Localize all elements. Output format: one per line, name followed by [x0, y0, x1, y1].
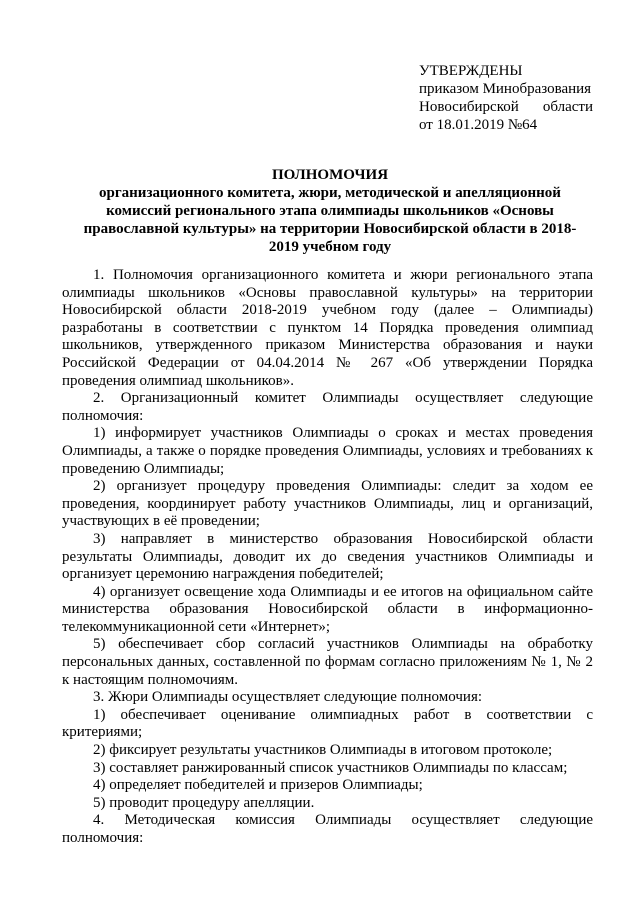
- document-body: [62, 267, 593, 848]
- paragraph-2-item-2: 2) организует процедуру проведения Олимпиады: следит за ходом ее проведения, координирует работу участников Олимпиады, лиц и организаций, участвующих в её проведении;: [62, 478, 593, 530]
- paragraph-2: 2. Организационный комитет Олимпиады осуществляет следующие полномочия:: [62, 390, 593, 424]
- document-title: [80, 166, 580, 256]
- paragraph-3-item-2: 2) фиксирует результаты участников Олимпиады в итоговом протоколе;: [93, 742, 553, 759]
- paragraph-2-item-1: 1) информирует участников Олимпиады о сроках и местах проведения Олимпиады, а также о порядке проведения Олимпиады, условиях и требованиях к проведению Олимпиады;: [62, 425, 593, 477]
- paragraph-3-item-1: 1) обеспечивает оценивание олимпиадных работ в соответствии с критериями;: [62, 706, 593, 741]
- paragraph-3-item-3: 3) составляет ранжированный список участников Олимпиады по классам;: [93, 759, 568, 776]
- approval-stamp: [419, 62, 593, 134]
- paragraph-3: 3. Жюри Олимпиады осуществляет следующие полномочия:: [93, 689, 483, 706]
- approval-title: УТВЕРЖДЕНЫ: [419, 63, 523, 79]
- title-heading: ПОЛНОМОЧИЯ: [271, 167, 389, 183]
- paragraph-2-item-5: 5) обеспечивает сбор согласий участников Олимпиады на обработку персональных данных, составленной по формам согласно приложениям № 1, № 2 к настоящим полномочиям.: [62, 636, 593, 688]
- paragraph-1: 1. Полномочия организационного комитета и жюри регионального этапа олимпиады школьников «Основы православной культуры» на территории Новосибирской области 2018-2019 учебном году (далее – Олимпиады) разработаны в соответствии с пунктом 14 Порядка проведения олимпиад школьников, утвержденного приказом Министерства образования и науки Российской Федерации от 04.04.2014 № 267 «Об утверждении Порядка проведения олимпиад школьников».: [62, 267, 593, 389]
- paragraph-3-item-5: 5) проводит процедуру апелляции.: [93, 794, 315, 811]
- approval-order: приказом Минобразования: [419, 81, 592, 97]
- paragraph-4: 4. Методическая комиссия Олимпиады осуществляет следующие полномочия:: [62, 812, 593, 846]
- title-subtitle: организационного комитета, жюри, методической и апелляционной комиссий регионального этапа олимпиады школьников «Основы православной культуры» на территории Новосибирской области в 2018-2019 учебном году: [83, 185, 577, 255]
- paragraph-3-item-4: 4) определяет победителей и призеров Олимпиады;: [93, 777, 423, 794]
- paragraph-2-item-4: 4) организует освещение хода Олимпиады и ее итогов на официальном сайте министерства образования Новосибирской области в информационно-телекоммуникационной сети «Интернет»;: [62, 583, 593, 635]
- paragraph-2-item-3: 3) направляет в министерство образования Новосибирской области результаты Олимпиады, доводит их до сведения участников Олимпиады и организует церемонию награждения победителей;: [62, 530, 593, 583]
- approval-date: от 18.01.2019 №64: [419, 117, 538, 133]
- approval-region: Новосибирской области: [419, 99, 593, 115]
